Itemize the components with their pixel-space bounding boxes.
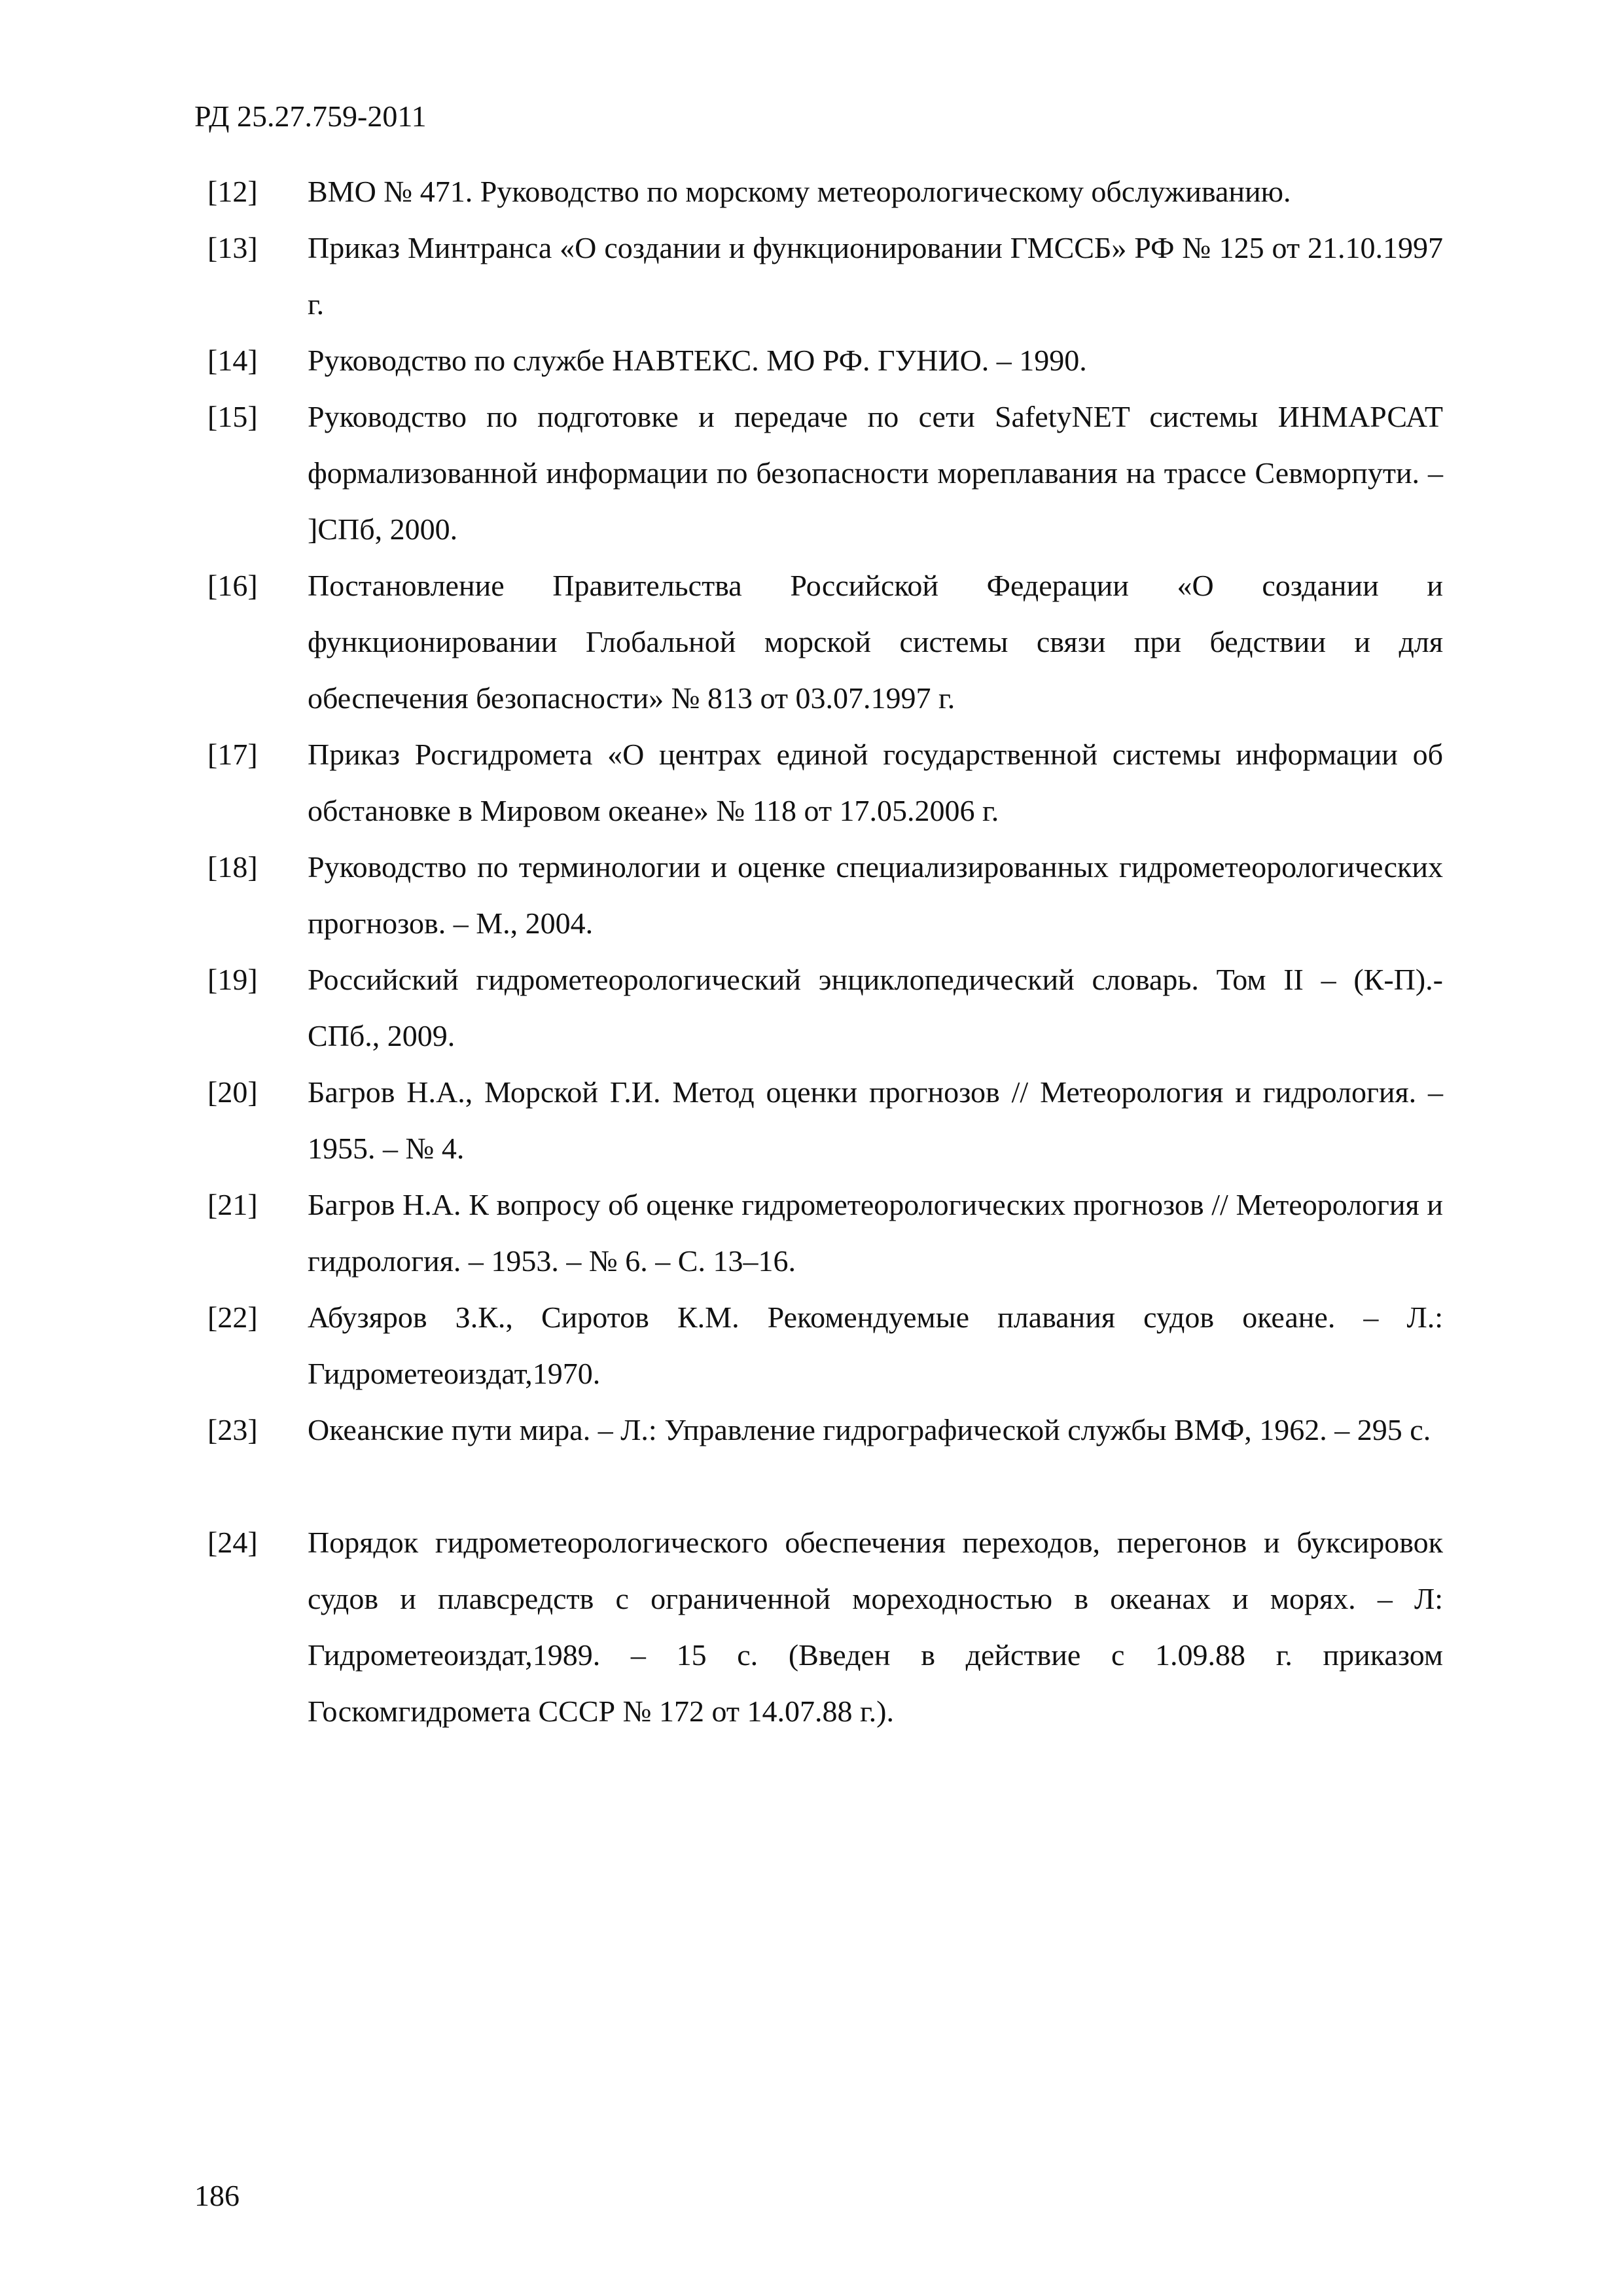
reference-text: Океанские пути мира. – Л.: Управление гидрографической службы ВМФ, 1962. – 295 с. [308, 1413, 1431, 1446]
reference-text: Руководство по службе НАВТЕКС. МО РФ. ГУНИО. – 1990. [308, 344, 1087, 377]
reference-number: [20] [207, 1075, 258, 1109]
reference-text: Абузяров З.К., Сиротов К.М. Рекомендуемые плавания судов океане. – Л.: Гидрометеоиздат,1970. [308, 1300, 1443, 1390]
reference-text: Российский гидрометеорологический энциклопедический словарь. Том II – (К-П).- СПб., 2009. [308, 963, 1443, 1052]
document-code-header: РД 25.27.759-2011 [194, 99, 427, 133]
reference-number: [22] [207, 1300, 258, 1334]
reference-text: Багров Н.А. К вопросу об оценке гидрометеорологических прогнозов // Метеорология и гидрология. – 1953. – № 6. – С. 13–16. [308, 1188, 1443, 1278]
reference-number: [17] [207, 738, 258, 771]
reference-number: [13] [207, 231, 258, 264]
reference-number: [15] [207, 400, 258, 433]
reference-number: [19] [207, 963, 258, 996]
reference-number: [23] [207, 1413, 258, 1446]
reference-number: [21] [207, 1188, 258, 1221]
reference-text: Приказ Росгидромета «О центрах единой государственной системы информации об обстановке в Мировом океане» № 118 от 17.05.2006 г. [308, 738, 1443, 827]
reference-number: [16] [207, 569, 258, 602]
reference-text: ВМО № 471. Руководство по морскому метеорологическому обслуживанию. [308, 175, 1291, 208]
reference-text: Приказ Минтранса «О создании и функционировании ГМССБ» РФ № 125 от 21.10.1997 г. [308, 231, 1443, 321]
reference-number: [24] [207, 1526, 258, 1559]
reference-number: [18] [207, 850, 258, 884]
reference-number: [14] [207, 344, 258, 377]
page-number: 186 [194, 2179, 240, 2212]
reference-number: [12] [207, 175, 258, 208]
reference-text: Постановление Правительства Российской Федерации «О создании и функционировании Глобальной морской системы связи при бедствии и для обеспечения безопасности» № 813 от 03.07.1997 г. [308, 569, 1443, 715]
reference-text: Руководство по подготовке и передаче по сети SafetyNET системы ИНМАРСАТ формализованной информации по безопасности мореплавания на трассе Севморпути. – ]СПб, 2000. [308, 400, 1443, 546]
reference-text: Руководство по терминологии и оценке специализированных гидрометеорологических прогнозов. – М., 2004. [308, 850, 1443, 940]
reference-text: Багров Н.А., Морской Г.И. Метод оценки прогнозов // Метеорология и гидрология. – 1955. – № 4. [308, 1075, 1443, 1165]
reference-text: Порядок гидрометеорологического обеспечения переходов, перегонов и буксировок судов и плавсредств с ограниченной мореходностью в океанах и морях. – Л: Гидрометеоиздат,1989. – 15 с. (Введен в действие с 1.09.88 г. приказом Госкомгидромета СССР № 172 от 14.07.88 г.). [308, 1526, 1443, 1728]
